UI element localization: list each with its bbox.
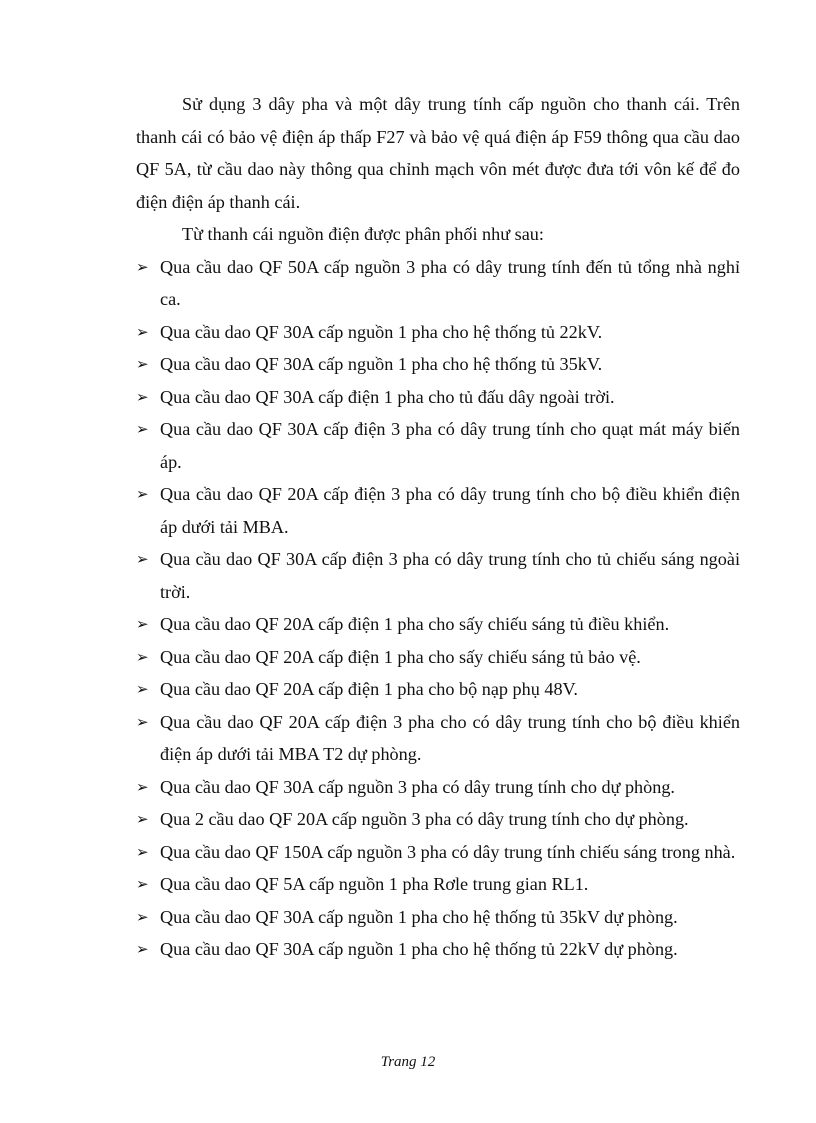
arrowhead-bullet-icon: ➢	[136, 550, 149, 568]
arrowhead-bullet-icon: ➢	[136, 875, 149, 893]
document-body	[136, 88, 740, 966]
list-item	[136, 543, 740, 608]
list-item-text: Qua cầu dao QF 20A cấp điện 1 pha cho sấy chiếu sáng tủ điều khiển.	[160, 614, 670, 634]
arrowhead-bullet-icon: ➢	[136, 712, 149, 731]
arrowhead-bullet-icon: ➢	[136, 485, 149, 503]
arrowhead-bullet-icon: ➢	[136, 810, 149, 828]
arrowhead-bullet-icon: ➢	[136, 647, 149, 666]
list-item-text: Qua cầu dao QF 30A cấp nguồn 1 pha cho hệ thống tủ 22kV dự phòng.	[160, 939, 678, 959]
list-item	[136, 868, 740, 901]
arrowhead-bullet-icon: ➢	[136, 777, 149, 796]
list-item-text: Qua cầu dao QF 30A cấp điện 3 pha có dây trung tính cho quạt mát máy biến áp.	[160, 419, 740, 472]
list-item-text: Qua cầu dao QF 30A cấp nguồn 3 pha có dây trung tính cho dự phòng.	[160, 776, 675, 797]
list-item-text: Qua cầu dao QF 30A cấp điện 1 pha cho tủ đấu dây ngoài trời.	[160, 386, 615, 407]
arrowhead-bullet-icon: ➢	[136, 615, 149, 633]
list-item	[136, 413, 740, 478]
list-item	[136, 901, 740, 934]
list-item-text: Qua cầu dao QF 20A cấp điện 3 pha cho có dây trung tính cho bộ điều khiển điện áp dưới tải MBA T2 dự phòng.	[160, 711, 740, 764]
list-item	[136, 251, 740, 316]
list-item-text: Qua cầu dao QF 50A cấp nguồn 3 pha có dây trung tính đến tủ tổng nhà nghỉ ca.	[160, 256, 740, 309]
list-item	[136, 803, 740, 836]
arrowhead-bullet-icon: ➢	[136, 257, 149, 276]
list-item	[136, 836, 740, 869]
list-item	[136, 706, 740, 771]
arrowhead-bullet-icon: ➢	[136, 680, 149, 698]
arrowhead-bullet-icon: ➢	[136, 940, 149, 958]
list-item-text: Qua cầu dao QF 20A cấp điện 1 pha cho sấy chiếu sáng tủ bảo vệ.	[160, 646, 641, 667]
list-item-text: Qua 2 cầu dao QF 20A cấp nguồn 3 pha có dây trung tính cho dự phòng.	[160, 809, 689, 829]
list-item	[136, 641, 740, 674]
arrowhead-bullet-icon: ➢	[136, 907, 149, 926]
list-item-text: Qua cầu dao QF 30A cấp nguồn 1 pha cho hệ thống tủ 35kV dự phòng.	[160, 906, 678, 927]
distribution-list	[136, 251, 740, 966]
list-item-text: Qua cầu dao QF 20A cấp điện 3 pha có dây trung tính cho bộ điều khiển điện áp dưới tải MBA.	[160, 484, 740, 537]
list-item-text: Qua cầu dao QF 5A cấp nguồn 1 pha Rơle trung gian RL1.	[160, 874, 589, 894]
arrowhead-bullet-icon: ➢	[136, 322, 149, 341]
list-item	[136, 771, 740, 804]
list-item	[136, 933, 740, 966]
list-item	[136, 381, 740, 414]
list-item-text: Qua cầu dao QF 150A cấp nguồn 3 pha có dây trung tính chiếu sáng trong nhà.	[160, 841, 736, 862]
arrowhead-bullet-icon: ➢	[136, 355, 149, 373]
list-item-text: Qua cầu dao QF 30A cấp nguồn 1 pha cho hệ thống tủ 22kV.	[160, 321, 603, 342]
distribution-heading: Từ thanh cái nguồn điện được phân phối như sau:	[182, 224, 544, 244]
list-item	[136, 316, 740, 349]
list-item	[136, 608, 740, 641]
arrowhead-bullet-icon: ➢	[136, 387, 149, 406]
list-item	[136, 348, 740, 381]
list-item-text: Qua cầu dao QF 30A cấp nguồn 1 pha cho hệ thống tủ 35kV.	[160, 354, 603, 374]
list-item-text: Qua cầu dao QF 20A cấp điện 1 pha cho bộ nạp phụ 48V.	[160, 679, 578, 699]
list-item	[136, 673, 740, 706]
list-item	[136, 478, 740, 543]
intro-paragraph: Sử dụng 3 dây pha và một dây trung tính cấp nguồn cho thanh cái. Trên thanh cái có bảo vệ điện áp thấp F27 và bảo vệ quá điện áp F59 thông qua cầu dao QF 5A, từ cầu dao này thông qua chỉnh mạch vôn mét được đưa tới vôn kế để đo điện điện áp thanh cái.	[136, 94, 740, 212]
arrowhead-bullet-icon: ➢	[136, 420, 149, 438]
page-number: Trang 12	[380, 1054, 436, 1070]
arrowhead-bullet-icon: ➢	[136, 842, 149, 861]
list-item-text: Qua cầu dao QF 30A cấp điện 3 pha có dây trung tính cho tủ chiếu sáng ngoài trời.	[160, 549, 740, 602]
